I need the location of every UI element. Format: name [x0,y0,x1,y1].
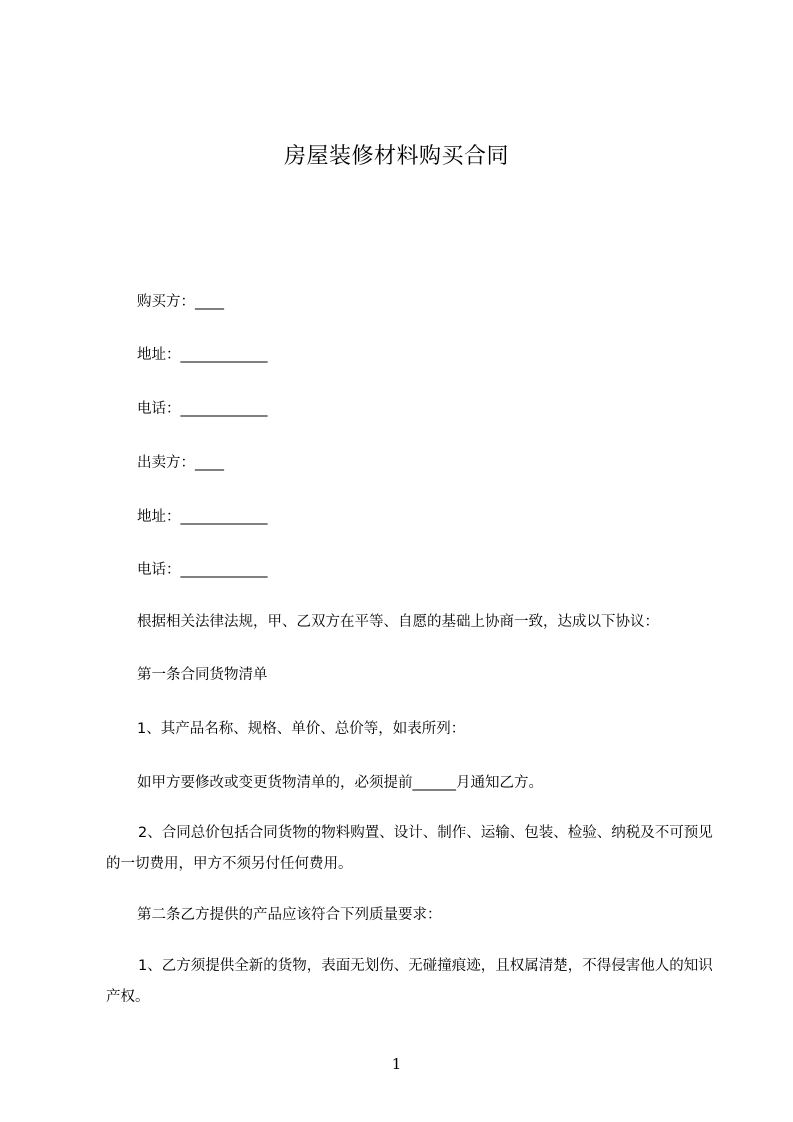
seller-address-line: 地址：____________ [137,509,268,525]
article1-heading: 第一条合同货物清单 [137,667,268,683]
buyer-line: 购买方：____ [137,294,224,310]
seller-line: 出卖方：____ [137,455,224,471]
document-title: 房屋装修材料购买合同 [283,144,509,169]
article2-item1: 1、乙方须提供全新的货物，表面无划伤、无碰撞痕迹，且权属清楚，不得侵害他人的知识产权。 [106,958,713,1005]
article2-heading: 第二条乙方提供的产品应该符合下列质量要求： [137,907,442,923]
preamble-paragraph: 根据相关法律法规，甲、乙双方在平等、自愿的基础上协商一致，达成以下协议： [137,614,659,630]
buyer-phone-line: 电话：____________ [137,401,268,417]
seller-phone-line: 电话：____________ [137,562,268,578]
page-number: 1 [391,1055,402,1073]
article1-item1: 1、其产品名称、规格、单价、总价等，如表所列： [137,721,466,737]
article1-item2: 2、合同总价包括合同货物的物料购置、设计、制作、运输、包装、检验、纳税及不可预见的一切费用，甲方不须另付任何费用。 [106,825,713,872]
buyer-address-line: 地址：____________ [137,347,268,363]
article1-notice: 如甲方要修改或变更货物清单的，必须提前______月通知乙方。 [137,775,543,791]
